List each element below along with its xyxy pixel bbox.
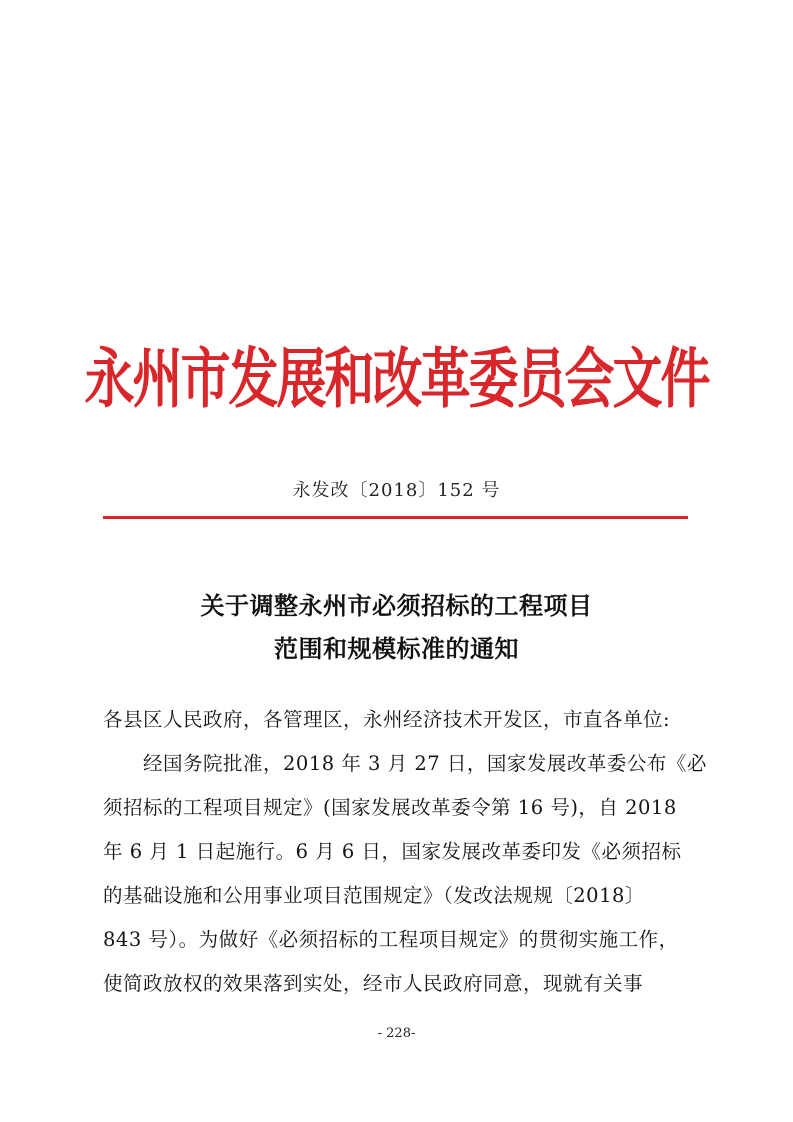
addressee-line: 各县区人民政府，各管理区，永州经济技术开发区，市直各单位: xyxy=(103,708,671,731)
body-line: 须招标的工程项目规定》(国家发展改革委令第 16 号)，自 2018 xyxy=(103,796,677,819)
body-line: 的基础设施和公用事业项目范围规定》（发改法规规〔2018〕 xyxy=(103,884,645,907)
body-line: 843 号）。为做好《必须招标的工程项目规定》的贯彻实施工作， xyxy=(103,928,679,951)
body-line: 年 6 月 1 日起施行。6 月 6 日，国家发展改革委印发《必须招标 xyxy=(103,840,682,863)
notice-title-line-2: 范围和规模标准的通知 xyxy=(274,635,519,663)
red-divider-line xyxy=(103,516,688,519)
body-line: 使简政放权的效果落到实处，经市人民政府同意，现就有关事 xyxy=(103,972,644,995)
notice-title-line-1: 关于调整永州市必须招标的工程项目 xyxy=(200,592,593,620)
page-number: - 228- xyxy=(377,1026,416,1041)
document-number: 永发改〔2018〕152 号 xyxy=(292,480,501,501)
body-line: 经国务院批准，2018 年 3 月 27 日，国家发展改革委公布《必 xyxy=(103,752,707,775)
document-masthead: 永州市发展和改革委员会文件 xyxy=(84,341,709,417)
